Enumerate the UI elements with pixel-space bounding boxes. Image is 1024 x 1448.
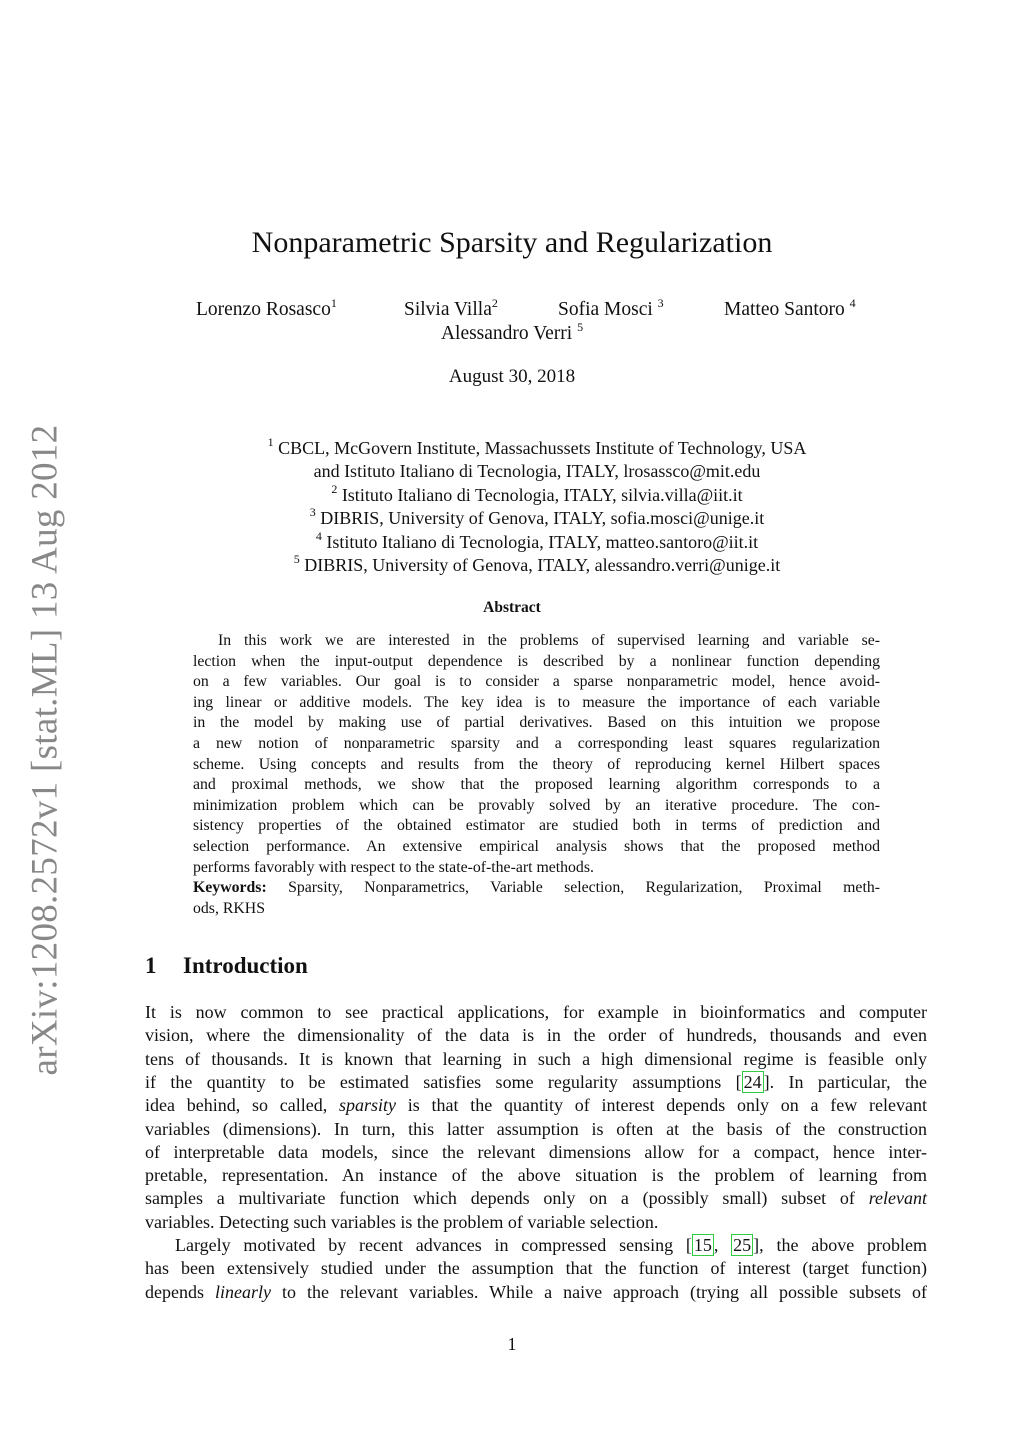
keywords-label: Keywords:	[193, 879, 267, 897]
text-run: selection performance. An extensive empirical analysis shows that the proposed method	[193, 838, 880, 855]
author-affiliation-mark: 4	[849, 296, 856, 310]
author-2	[404, 296, 498, 321]
author-affiliation-mark: 1	[330, 296, 337, 310]
affiliation-line	[0, 481, 1024, 506]
affiliation-text: DIBRIS, University of Genova, ITALY, sofia.mosci@unige.it	[315, 508, 765, 529]
affiliation-line	[0, 435, 1024, 459]
section-heading-introduction	[145, 953, 308, 979]
text-run: It is now common to see practical applications, for example in bioinformatics and computer	[145, 1002, 927, 1022]
text-line	[145, 1141, 927, 1164]
affiliation-text: Istituto Italiano di Tecnologia, ITALY, silvia.villa@iit.it	[337, 484, 743, 505]
text-line	[193, 693, 880, 713]
text-line	[145, 1257, 927, 1280]
text-line	[193, 899, 880, 919]
text-run: minimization problem which can be provably solved by an iterative procedure. The con-	[193, 796, 880, 814]
affiliation-text: DIBRIS, University of Genova, ITALY, alessandro.verri@unige.it	[299, 555, 781, 575]
author-name: Sofia Mosci	[558, 299, 658, 320]
citation-link[interactable]: 24	[743, 1071, 762, 1092]
text-line	[193, 796, 880, 816]
section-number: 1	[145, 953, 157, 978]
text-line	[145, 1234, 927, 1257]
author-affiliation-mark: 2	[491, 296, 498, 310]
text-line	[145, 1094, 927, 1117]
author-name: Matteo Santoro	[724, 299, 850, 320]
text-run: of interpretable data models, since the relevant dimensions allow for a compact, hence inter-	[145, 1141, 927, 1162]
text-line	[145, 1071, 927, 1094]
affiliation-text: and Istituto Italiano di Tecnologia, ITALY, lrosassco@mit.edu	[313, 461, 761, 482]
text-run: and proximal methods, we show that the proposed learning algorithm corresponds to a	[193, 776, 880, 794]
text-line	[193, 652, 880, 672]
affiliation-mark: 4	[315, 528, 322, 543]
arxiv-sidebar-stamp: arXiv:1208.2572v1 [stat.ML] 13 Aug 2012	[24, 424, 66, 1076]
text-run: sistency properties of the obtained estimator are studied both in terms of prediction and	[193, 817, 880, 835]
author-affiliation-mark: 3	[657, 296, 664, 310]
text-line	[193, 713, 880, 733]
text-run: performs favorably with respect to the state-of-the-art methods.	[193, 858, 594, 876]
affiliation-mark: 2	[331, 481, 338, 496]
text-run: pretable, representation. An instance of the above situation is the problem of learning from	[145, 1165, 927, 1186]
text-run: lection when the input-output dependence is described by a nonlinear function depending	[193, 652, 880, 670]
text-run: scheme. Using concepts and results from the theory of reproducing kernel Hilbert spaces	[193, 755, 880, 773]
text-run: ods, RKHS	[193, 899, 265, 917]
text-run: ]. In particular, the	[763, 1071, 927, 1092]
text-line	[193, 734, 880, 754]
text-run: if the quantity to be estimated satisfies some regularity assumptions [	[145, 1071, 742, 1092]
affiliation-line	[0, 505, 1024, 529]
text-line	[145, 1001, 927, 1024]
page-number: 1	[507, 1334, 517, 1354]
author-5	[0, 320, 1024, 345]
text-run: In this work we are interested in the problems of supervised learning and variable se-	[218, 632, 880, 649]
text-line	[145, 1211, 927, 1234]
text-run: idea behind, so called,	[145, 1095, 339, 1116]
author-name: Silvia Villa	[404, 299, 492, 320]
citation-link[interactable]: 15	[693, 1235, 712, 1255]
text-line	[193, 878, 880, 898]
author-name: Lorenzo Rosasco	[196, 299, 331, 320]
author-4	[724, 296, 856, 321]
text-run: depends	[145, 1281, 215, 1302]
affiliation-line	[0, 552, 1024, 576]
text-line	[193, 775, 880, 795]
text-line	[193, 631, 880, 651]
paper-title: Nonparametric Sparsity and Regularization	[251, 226, 773, 259]
text-run: ,	[713, 1235, 732, 1255]
text-run: variables (dimensions). In turn, this latter assumption is often at the basis of the construction	[145, 1118, 927, 1139]
text-run: a new notion of nonparametric sparsity and a corresponding least squares regularization	[193, 735, 880, 752]
text-line	[145, 1164, 927, 1187]
section-title: Introduction	[183, 953, 308, 978]
affiliation-mark: 5	[293, 552, 300, 566]
text-run: in the model by making use of partial derivatives. Based on this intuition we propose	[193, 714, 880, 732]
text-run: to the relevant variables. While a naive approach (trying all possible subsets of	[271, 1281, 928, 1302]
affiliation-line	[0, 528, 1024, 553]
text-run: samples a multivariate function which depends only on a (possibly small) subset of	[145, 1188, 869, 1209]
text-run: ing linear or additive models. The key idea is to measure the importance of each variable	[193, 693, 880, 711]
text-run: variables. Detecting such variables is the problem of variable selection.	[145, 1211, 659, 1232]
text-line	[145, 1118, 927, 1141]
text-run: tens of thousands. It is known that learning in such a high dimensional regime is feasible only	[145, 1048, 927, 1069]
text-run: has been extensively studied under the assumption that the function of interest (target function)	[145, 1258, 927, 1279]
text-run: Sparsity, Nonparametrics, Variable selection, Regularization, Proximal meth-	[266, 879, 880, 897]
text-line	[145, 1024, 927, 1047]
text-line	[145, 1187, 927, 1210]
text-line	[193, 858, 880, 878]
paper-date: August 30, 2018	[448, 366, 576, 387]
text-line	[193, 755, 880, 775]
author-name: Alessandro Verri	[440, 323, 578, 344]
affiliation-line	[0, 461, 1024, 482]
citation-link[interactable]: 25	[733, 1235, 752, 1255]
text-run: linearly	[215, 1281, 271, 1302]
affiliation-mark: 3	[309, 505, 316, 520]
author-3	[558, 296, 664, 321]
affiliation-text: Istituto Italiano di Tecnologia, ITALY, matteo.santoro@iit.it	[321, 531, 759, 552]
author-1	[196, 296, 337, 321]
text-run: on a few variables. Our goal is to consider a sparse nonparametric model, hence avoid-	[193, 673, 880, 691]
text-line	[193, 837, 880, 857]
text-line	[193, 816, 880, 836]
text-line	[145, 1281, 927, 1304]
text-line	[193, 672, 880, 692]
text-run: is that the quantity of interest depends only on a few relevant	[396, 1095, 927, 1116]
text-run: vision, where the dimensionality of the data is in the order of hundreds, thousands and even	[145, 1025, 927, 1046]
abstract-heading: Abstract	[483, 599, 541, 616]
affiliation-mark: 1	[267, 435, 274, 449]
text-run: relevant	[868, 1188, 927, 1209]
author-affiliation-mark: 5	[577, 320, 584, 334]
text-run: sparsity	[338, 1095, 396, 1116]
affiliation-text: CBCL, McGovern Institute, Massachussets Institute of Technology, USA	[273, 438, 807, 458]
text-run: Largely motivated by recent advances in compressed sensing [	[175, 1235, 692, 1255]
text-run: ], the above problem	[753, 1235, 927, 1255]
text-line	[145, 1048, 927, 1071]
